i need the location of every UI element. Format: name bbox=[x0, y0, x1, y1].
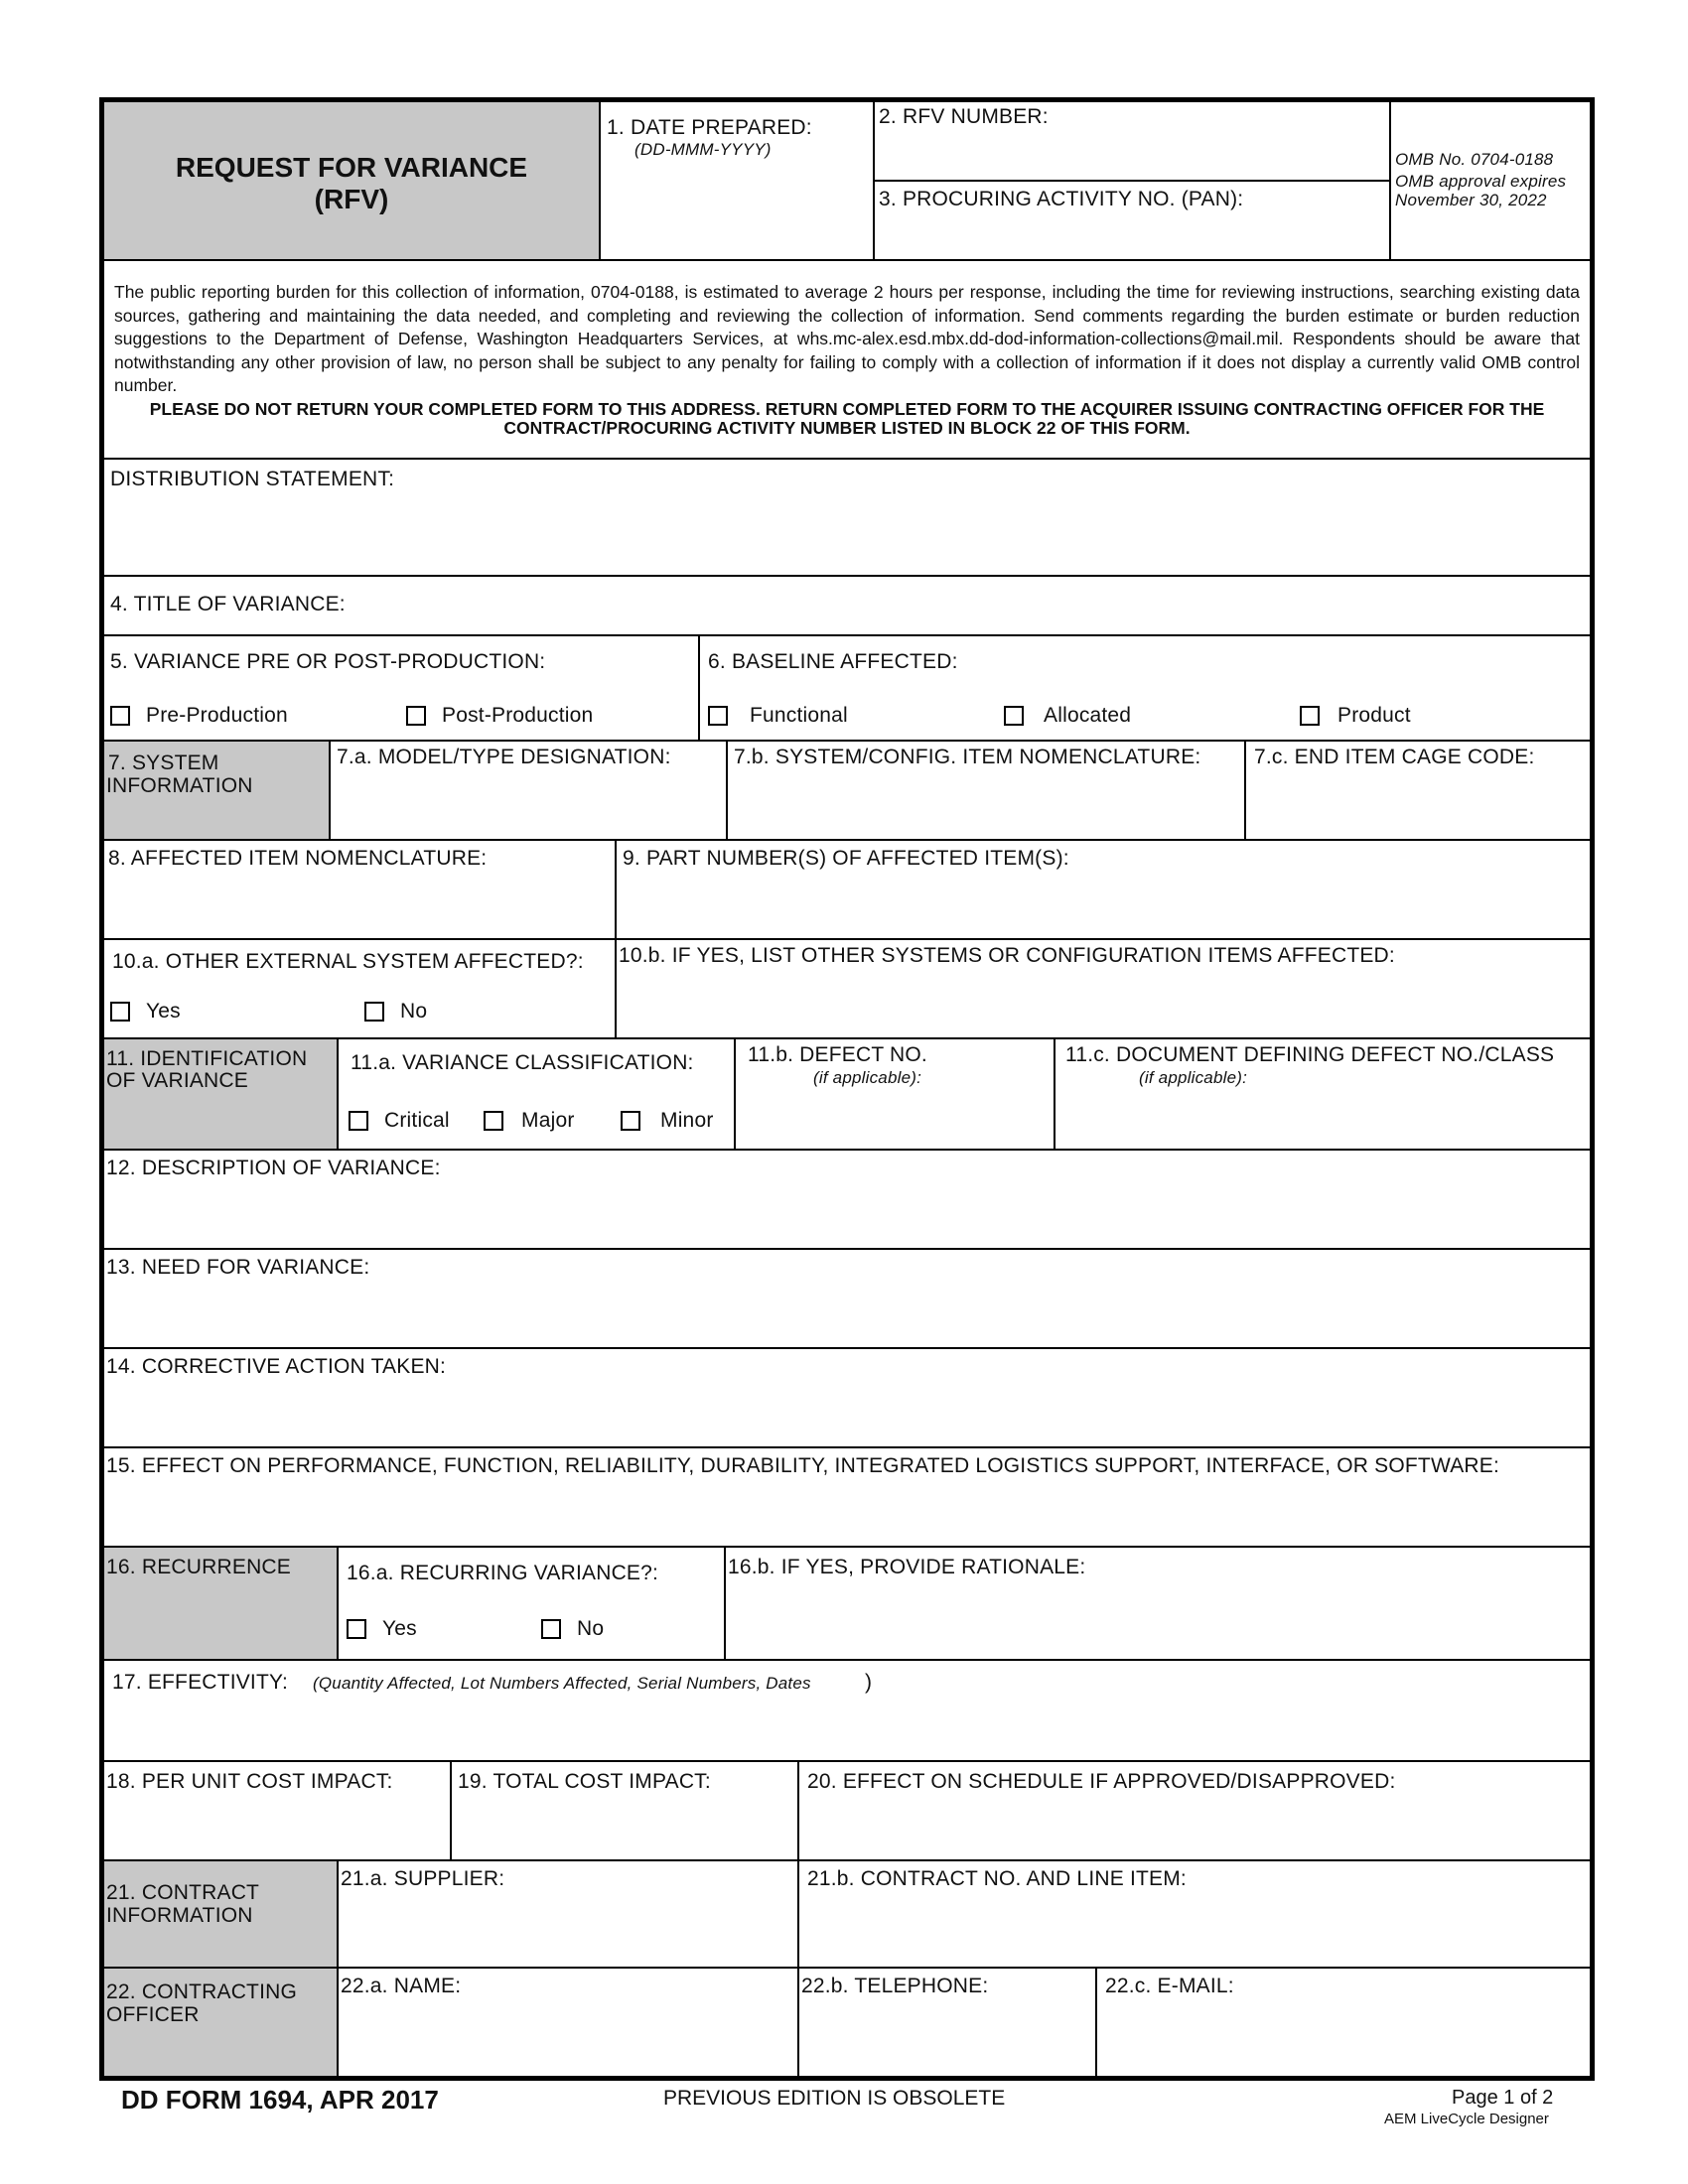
field-22-label-1: 22. CONTRACTING bbox=[106, 1980, 298, 2003]
defect-document-field[interactable] bbox=[1055, 1038, 1591, 1150]
other-system-affected-field bbox=[103, 939, 616, 1038]
field-9-label: 9. PART NUMBER(S) OF AFFECTED ITEM(S): bbox=[623, 847, 1069, 870]
field-6-label: 6. BASELINE AFFECTED: bbox=[708, 650, 958, 673]
functional-label: Functional bbox=[750, 704, 848, 727]
field-13-label: 13. NEED FOR VARIANCE: bbox=[106, 1256, 370, 1279]
allocated-label: Allocated bbox=[1044, 704, 1132, 727]
field-14-label: 14. CORRECTIVE ACTION TAKEN: bbox=[106, 1355, 447, 1378]
designer-credit: AEM LiveCycle Designer bbox=[1384, 2111, 1549, 2127]
field-11b-note: (if applicable): bbox=[813, 1068, 922, 1087]
field-19-label: 19. TOTAL COST IMPACT: bbox=[458, 1770, 711, 1793]
field-21a-label: 21.a. SUPPLIER: bbox=[341, 1867, 505, 1890]
field-11c-note: (if applicable): bbox=[1139, 1068, 1248, 1087]
rfv-number-field[interactable] bbox=[874, 101, 1390, 181]
config-item-nomenclature-field[interactable] bbox=[727, 741, 1245, 840]
field-11c-label: 11.c. DOCUMENT DEFINING DEFECT NO./CLASS bbox=[1065, 1043, 1555, 1066]
field-8-label: 8. AFFECTED ITEM NOMENCLATURE: bbox=[108, 847, 488, 870]
field-7b-label: 7.b. SYSTEM/CONFIG. ITEM NOMENCLATURE: bbox=[734, 746, 1201, 768]
recurring-no-checkbox[interactable] bbox=[541, 1619, 561, 1639]
major-label: Major bbox=[521, 1109, 575, 1132]
date-prepared-label: 1. DATE PREPARED: bbox=[607, 116, 812, 139]
field-12-label: 12. DESCRIPTION OF VARIANCE: bbox=[106, 1157, 441, 1179]
affected-item-nomenclature-field[interactable] bbox=[103, 840, 616, 939]
baseline-affected-field bbox=[699, 635, 1591, 741]
omb-expires-2: November 30, 2022 bbox=[1395, 191, 1547, 209]
total-cost-field[interactable] bbox=[451, 1761, 798, 1860]
field-16a-label: 16.a. RECURRING VARIANCE?: bbox=[347, 1562, 659, 1584]
recurring-yes-label: Yes bbox=[382, 1617, 417, 1640]
pre-post-production-field bbox=[103, 635, 699, 741]
field-21-label-2: INFORMATION bbox=[106, 1904, 253, 1927]
date-format-hint: (DD-MMM-YYYY) bbox=[634, 140, 772, 159]
pre-production-checkbox[interactable] bbox=[110, 706, 130, 726]
contracting-officer-section bbox=[103, 1968, 338, 2077]
identification-of-variance-section bbox=[103, 1038, 338, 1150]
description-of-variance-field[interactable] bbox=[103, 1150, 1591, 1249]
recurrence-rationale-field[interactable] bbox=[725, 1547, 1591, 1660]
field-11b-label: 11.b. DEFECT NO. bbox=[748, 1043, 927, 1066]
field-22-label-2: OFFICER bbox=[106, 2003, 200, 2026]
privacy-notice bbox=[103, 260, 1591, 459]
major-checkbox[interactable] bbox=[484, 1111, 503, 1131]
allocated-checkbox[interactable] bbox=[1004, 706, 1024, 726]
field-17-label: 17. EFFECTIVITY: bbox=[112, 1671, 289, 1694]
contract-number-field[interactable] bbox=[798, 1860, 1591, 1968]
omb-block bbox=[1390, 101, 1591, 260]
field-7-label-1: 7. SYSTEM bbox=[108, 751, 219, 774]
field-10a-yes-checkbox[interactable] bbox=[110, 1002, 130, 1022]
contract-information-section bbox=[103, 1860, 338, 1968]
field-10a-no-checkbox[interactable] bbox=[364, 1002, 384, 1022]
field-21-label-1: 21. CONTRACT bbox=[106, 1881, 260, 1904]
field-22b-label: 22.b. TELEPHONE: bbox=[801, 1975, 989, 1997]
rfv-number-label: 2. RFV NUMBER: bbox=[879, 105, 1049, 128]
form-title-abbrev: (RFV) bbox=[314, 184, 389, 214]
model-type-field[interactable] bbox=[330, 741, 727, 840]
officer-telephone-field[interactable] bbox=[798, 1968, 1096, 2077]
system-information-section bbox=[103, 741, 330, 840]
form-title: REQUEST FOR VARIANCE bbox=[175, 152, 528, 183]
post-production-checkbox[interactable] bbox=[406, 706, 426, 726]
variance-classification-field bbox=[338, 1038, 735, 1150]
page-number: Page 1 of 2 bbox=[1452, 2087, 1554, 2109]
product-label: Product bbox=[1337, 704, 1411, 727]
field-10a-label: 10.a. OTHER EXTERNAL SYSTEM AFFECTED?: bbox=[112, 950, 584, 973]
field-11-label-1: 11. IDENTIFICATION bbox=[106, 1047, 308, 1070]
field-7-label-2: INFORMATION bbox=[106, 774, 253, 797]
field-7c-label: 7.c. END ITEM CAGE CODE: bbox=[1254, 746, 1535, 768]
pre-production-label: Pre-Production bbox=[146, 704, 288, 727]
minor-checkbox[interactable] bbox=[621, 1111, 640, 1131]
field-18-label: 18. PER UNIT COST IMPACT: bbox=[106, 1770, 393, 1793]
functional-checkbox[interactable] bbox=[708, 706, 728, 726]
effect-on-performance-field[interactable] bbox=[103, 1447, 1591, 1547]
field-20-label: 20. EFFECT ON SCHEDULE IF APPROVED/DISAPPROVED: bbox=[807, 1770, 1396, 1793]
edition-notice: PREVIOUS EDITION IS OBSOLETE bbox=[663, 2087, 1006, 2110]
title-of-variance-field[interactable] bbox=[103, 576, 1591, 635]
rfv-form bbox=[99, 97, 1595, 2081]
form-number: DD FORM 1694, APR 2017 bbox=[121, 2085, 439, 2115]
omb-number: OMB No. 0704-0188 bbox=[1395, 150, 1554, 169]
field-10a-no-label: No bbox=[400, 1000, 428, 1023]
field-11-label-2: OF VARIANCE bbox=[106, 1069, 248, 1092]
omb-expires-1: OMB approval expires bbox=[1395, 172, 1567, 191]
pan-field[interactable] bbox=[874, 181, 1390, 260]
field-10a-yes-label: Yes bbox=[146, 1000, 181, 1023]
form-title-block bbox=[103, 101, 600, 260]
field-16-label: 16. RECURRENCE bbox=[106, 1556, 292, 1578]
effectivity-field[interactable] bbox=[103, 1660, 1591, 1761]
per-unit-cost-field[interactable] bbox=[103, 1761, 451, 1860]
need-for-variance-field[interactable] bbox=[103, 1249, 1591, 1348]
field-21b-label: 21.b. CONTRACT NO. AND LINE ITEM: bbox=[807, 1867, 1187, 1890]
recurrence-section bbox=[103, 1547, 338, 1660]
recurring-yes-checkbox[interactable] bbox=[347, 1619, 366, 1639]
defect-number-field[interactable] bbox=[735, 1038, 1055, 1150]
critical-label: Critical bbox=[384, 1109, 450, 1132]
field-17-note: (Quantity Affected, Lot Numbers Affected, Serial Numbers, Dates bbox=[313, 1674, 811, 1693]
distribution-label: DISTRIBUTION STATEMENT: bbox=[110, 468, 395, 490]
other-systems-list-field[interactable] bbox=[616, 939, 1591, 1038]
recurring-variance-field bbox=[338, 1547, 725, 1660]
supplier-field[interactable] bbox=[338, 1860, 798, 1968]
officer-email-field[interactable] bbox=[1096, 1968, 1591, 2077]
schedule-effect-field[interactable] bbox=[798, 1761, 1591, 1860]
field-22a-label: 22.a. NAME: bbox=[341, 1975, 462, 1997]
field-15-label: 15. EFFECT ON PERFORMANCE, FUNCTION, RELIABILITY, DURABILITY, INTEGRATED LOGISTICS SUPPORT, INTERFACE, OR SOFTWARE: bbox=[106, 1454, 1500, 1477]
field-5-label: 5. VARIANCE PRE OR POST-PRODUCTION: bbox=[110, 650, 546, 673]
date-prepared-field[interactable] bbox=[600, 101, 874, 260]
field-4-label: 4. TITLE OF VARIANCE: bbox=[110, 593, 346, 615]
field-22c-label: 22.c. E-MAIL: bbox=[1105, 1975, 1234, 1997]
notice-bold-text: PLEASE DO NOT RETURN YOUR COMPLETED FORM TO THIS ADDRESS. RETURN COMPLETED FORM TO THE ACQUIRER ISSUING CONTRACTING OFFICER FOR THE CONTRACT/PROCURING ACTIVITY NUMBER LISTED IN BLOCK 22 OF THIS FORM. bbox=[149, 399, 1545, 438]
corrective-action-field[interactable] bbox=[103, 1348, 1591, 1447]
field-17-note-close: ) bbox=[865, 1671, 873, 1694]
minor-label: Minor bbox=[660, 1109, 714, 1132]
cage-code-field[interactable] bbox=[1245, 741, 1591, 840]
product-checkbox[interactable] bbox=[1300, 706, 1320, 726]
part-numbers-field[interactable] bbox=[616, 840, 1591, 939]
field-10b-label: 10.b. IF YES, LIST OTHER SYSTEMS OR CONFIGURATION ITEMS AFFECTED: bbox=[619, 944, 1395, 967]
distribution-statement-field[interactable] bbox=[103, 459, 1591, 576]
critical-checkbox[interactable] bbox=[349, 1111, 368, 1131]
notice-text: The public reporting burden for this collection of information, 0704-0188, is estimated to average 2 hours per response, including the time for reviewing instructions, searching existing data sources, gathering and maintaining the data needed, and completing and reviewing the collection of information. Send comments regarding the burden estimate or burden reduction suggestions to the Department of Defense, Washington Headquarters Services, at whs.mc-alex.esd.mbx.dd-dod-information-collections@mail.mil. Respondents should be aware that notwithstanding any other provision of law, no person shall be subject to any penalty for failing to comply with a collection of information if it does not display a currently valid OMB control number. bbox=[114, 282, 1580, 395]
officer-name-field[interactable] bbox=[338, 1968, 798, 2077]
recurring-no-label: No bbox=[577, 1617, 605, 1640]
pan-label: 3. PROCURING ACTIVITY NO. (PAN): bbox=[879, 188, 1244, 210]
field-7a-label: 7.a. MODEL/TYPE DESIGNATION: bbox=[337, 746, 671, 768]
field-11a-label: 11.a. VARIANCE CLASSIFICATION: bbox=[351, 1051, 694, 1074]
field-16b-label: 16.b. IF YES, PROVIDE RATIONALE: bbox=[728, 1556, 1086, 1578]
post-production-label: Post-Production bbox=[442, 704, 594, 727]
